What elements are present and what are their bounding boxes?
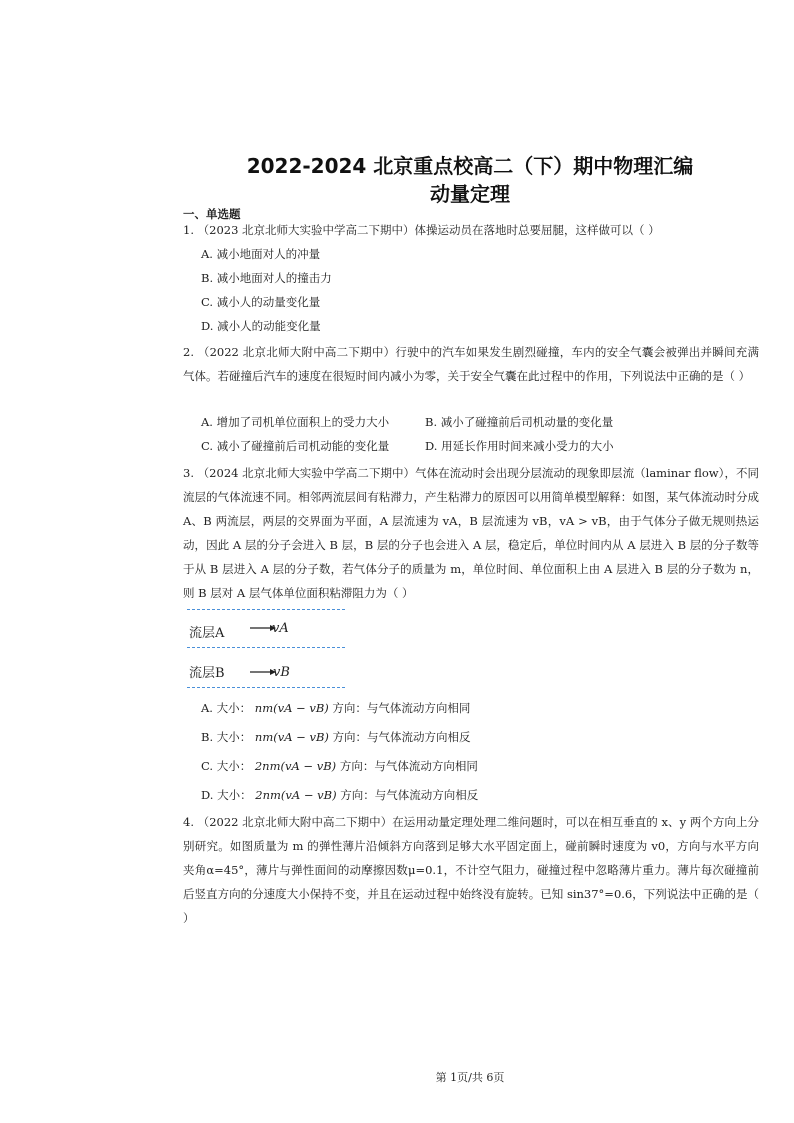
section-heading: 一、单选题	[183, 207, 241, 221]
question-2-stem: 2. （2022 北京北师大附中高二下期中）行驶中的汽车如果发生剧烈碰撞，车内的安全气囊会被弹出并瞬间充满气体。若碰撞后汽车的速度在很短时间内减小为零，关于安全气囊在此过程中的作用，下列说法中正确的是（ ）	[183, 345, 759, 383]
layer-a-label: 流层A	[189, 626, 225, 641]
question-3-stem: 3. （2024 北京北师大实验中学高二下期中）气体在流动时会出现分层流动的现象即层流（laminar flow），不同流层的气体流速不同。相邻两流层间有粘滞力，产生粘滞力的原因可以用简单模型解释：如图，某气体流动时分成 A、B 两流层，两层的交界面为平面，A 层流速为 vA，B 层流速为 vB，vA > vB，由于气体分子做无规则热运动，因此 A 层的分子会进入 B 层，B 层的分子也会进入 A 层，稳定后，单位时间内从 A 层进入 B 层的分子数等于从 B 层进入 A 层的分子数，若气体分子的质量为 m，单位时间、单位面积上由 A 层进入 B 层的分子数为 n，则 B 层对 A 层气体单位面积粘滞阻力为（ ）	[183, 466, 759, 600]
option-c-formula: 2nm(vA − vB)	[254, 759, 337, 773]
option-c-direction: 方向：与气体流动方向相同	[339, 759, 478, 773]
option-d-prefix: D. 大小：	[201, 788, 252, 802]
page-subtitle: 动量定理	[430, 182, 510, 206]
option-c-prefix: C. 大小：	[201, 759, 252, 773]
question-1-option-b: B. 减小地面对人的撞击力	[201, 271, 332, 285]
question-1-stem: 1. （2023 北京北师大实验中学高二下期中）体操运动员在落地时总要屈腿，这样做可以（ ）	[183, 223, 660, 237]
question-3-option-d	[201, 787, 478, 803]
question-1-option-c: C. 减小人的动量变化量	[201, 295, 321, 309]
option-a-direction: 方向：与气体流动方向相同	[332, 701, 471, 715]
question-4-stem: 4. （2022 北京北师大附中高二下期中）在运用动量定理处理二维问题时，可以在相互垂直的 x、y 两个方向上分别研究。如图质量为 m 的弹性薄片沿倾斜方向落到足够大水平固定面上，碰前瞬时速度为 v0，方向与水平方向夹角α=45°，薄片与弹性面间的动摩擦因数μ=0.1，不计空气阻力，碰撞过程中忽略薄片重力。薄片每次碰撞前后竖直方向的分速度大小保持不变，并且在运动过程中始终没有旋转。已知 sin37°=0.6，下列说法中正确的是（ ）	[183, 815, 759, 925]
page-footer: 第 1页/共 6页	[435, 1071, 505, 1084]
dashed-boundary-bottom	[187, 687, 345, 688]
question-3-option-b	[201, 729, 471, 745]
vb-label: vB	[273, 665, 290, 680]
option-b-direction: 方向：与气体流动方向相反	[332, 730, 471, 744]
option-d-formula: 2nm(vA − vB)	[255, 788, 337, 802]
question-2-option-d: D. 用延长作用时间来减小受力的大小	[425, 439, 614, 453]
question-2-option-b: B. 减小了碰撞前后司机动量的变化量	[425, 415, 614, 429]
layer-b-label: 流层B	[189, 666, 225, 681]
option-a-prefix: A. 大小：	[201, 701, 252, 715]
option-b-formula: nm(vA − vB)	[254, 730, 329, 744]
question-1-option-d: D. 减小人的动能变化量	[201, 319, 321, 333]
va-label: vA	[272, 621, 289, 636]
question-1-option-a: A. 减小地面对人的冲量	[201, 247, 321, 261]
option-a-formula: nm(vA − vB)	[254, 701, 329, 715]
dashed-boundary-middle	[187, 647, 345, 648]
question-3-option-a	[201, 700, 470, 716]
question-3-option-c	[201, 758, 478, 774]
option-d-direction: 方向：与气体流动方向相反	[340, 788, 479, 802]
dashed-boundary-top	[187, 609, 345, 610]
question-2-option-c: C. 减小了碰撞前后司机动能的变化量	[201, 439, 390, 453]
question-2-option-a: A. 增加了司机单位面积上的受力大小	[201, 415, 390, 429]
page-title: 2022-2024 北京重点校高二（下）期中物理汇编	[246, 154, 694, 178]
option-b-prefix: B. 大小：	[201, 730, 252, 744]
